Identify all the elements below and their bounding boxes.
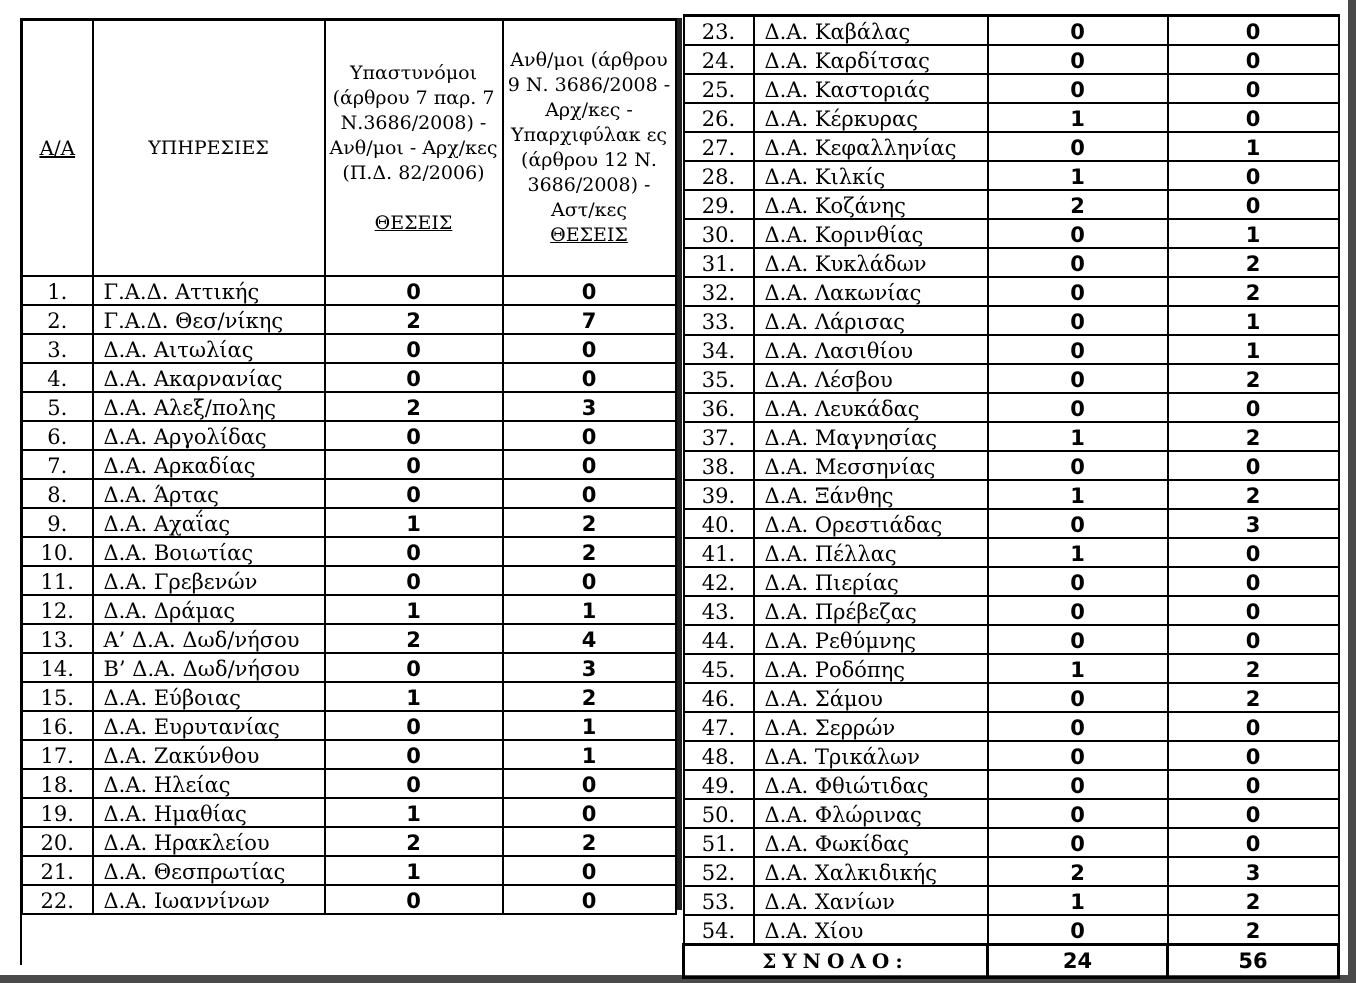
row-number: 32. [684, 277, 754, 306]
table-row [684, 335, 1339, 364]
positions-col1: 1 [988, 422, 1168, 451]
table-row [22, 421, 676, 450]
positions-col2: 1 [1168, 335, 1339, 364]
positions-col2: 0 [1168, 538, 1339, 567]
table-row [22, 276, 676, 305]
row-number: 21. [22, 856, 93, 885]
service-name: Δ.Α. Φθιώτιδας [754, 770, 988, 799]
table-row [22, 827, 676, 856]
service-name: Δ.Α. Κιλκίς [754, 161, 988, 190]
row-number: 27. [684, 132, 754, 161]
service-name: Δ.Α. Σερρών [754, 712, 988, 741]
positions-col2: 0 [503, 334, 676, 363]
table-header-row [22, 20, 676, 277]
positions-col1: 0 [325, 537, 503, 566]
positions-col1: 0 [325, 653, 503, 682]
service-name: Δ.Α. Φωκίδας [754, 828, 988, 857]
service-name: Δ.Α. Κεφαλληνίας [754, 132, 988, 161]
table-row [684, 364, 1339, 393]
positions-col1: 2 [325, 827, 503, 856]
table-row [684, 799, 1339, 828]
positions-col2: 0 [1168, 625, 1339, 654]
table-row [22, 885, 676, 914]
positions-col2: 0 [503, 856, 676, 885]
table-row [684, 857, 1339, 886]
service-name: Δ.Α. Μαγνησίας [754, 422, 988, 451]
positions-col1: 1 [988, 886, 1168, 915]
positions-col2: 0 [503, 421, 676, 450]
table-row [22, 624, 676, 653]
service-name: Δ.Α. Ηρακλείου [93, 827, 325, 856]
row-number: 31. [684, 248, 754, 277]
positions-table-left [20, 18, 677, 915]
positions-col1: 0 [988, 683, 1168, 712]
positions-col1: 0 [988, 132, 1168, 161]
page-edge-line [20, 905, 22, 965]
positions-col1: 1 [325, 595, 503, 624]
positions-col2: 0 [1168, 451, 1339, 480]
row-number: 18. [22, 769, 93, 798]
positions-col1: 1 [988, 103, 1168, 132]
row-number: 40. [684, 509, 754, 538]
row-number: 38. [684, 451, 754, 480]
positions-col2: 2 [1168, 915, 1339, 945]
service-name: Β’ Δ.Α. Δωδ/νήσου [93, 653, 325, 682]
table-row [684, 277, 1339, 306]
row-number: 1. [22, 276, 93, 305]
positions-col2: 0 [1168, 103, 1339, 132]
service-name: Δ.Α. Αρκαδίας [93, 450, 325, 479]
positions-col1: 0 [988, 712, 1168, 741]
positions-col2: 0 [503, 566, 676, 595]
table-row [684, 480, 1339, 509]
service-name: Δ.Α. Χανίων [754, 886, 988, 915]
row-number: 51. [684, 828, 754, 857]
row-number: 22. [22, 885, 93, 914]
positions-col1: 0 [325, 566, 503, 595]
service-name: Δ.Α. Καρδίτσας [754, 45, 988, 74]
row-number: 50. [684, 799, 754, 828]
positions-col1: 1 [325, 856, 503, 885]
positions-col2: 0 [503, 363, 676, 392]
service-name: Γ.Α.Δ. Αττικής [93, 276, 325, 305]
row-number: 28. [684, 161, 754, 190]
positions-col2: 2 [503, 537, 676, 566]
row-number: 24. [684, 45, 754, 74]
positions-col2: 0 [1168, 712, 1339, 741]
service-name: Δ.Α. Εύβοιας [93, 682, 325, 711]
table-row [22, 537, 676, 566]
table-row [22, 566, 676, 595]
positions-col2: 0 [1168, 161, 1339, 190]
positions-col2: 0 [1168, 770, 1339, 799]
service-name: Δ.Α. Καβάλας [754, 16, 988, 46]
positions-col2: 3 [1168, 857, 1339, 886]
positions-col1: 0 [988, 451, 1168, 480]
table-row [684, 248, 1339, 277]
table-row [684, 596, 1339, 625]
positions-col2: 0 [1168, 828, 1339, 857]
table-row [22, 711, 676, 740]
positions-col1: 0 [988, 335, 1168, 364]
positions-col2: 1 [503, 740, 676, 769]
positions-col1: 2 [325, 305, 503, 334]
positions-col2: 2 [503, 508, 676, 537]
row-number: 16. [22, 711, 93, 740]
row-number: 2. [22, 305, 93, 334]
positions-col2: 3 [503, 653, 676, 682]
positions-col1: 0 [988, 770, 1168, 799]
service-name: Δ.Α. Ρεθύμνης [754, 625, 988, 654]
service-name: Δ.Α. Ευρυτανίας [93, 711, 325, 740]
positions-col2: 1 [503, 711, 676, 740]
service-name: Δ.Α. Πρέβεζας [754, 596, 988, 625]
header-col1-text: Υπαστυνόμοι (άρθρου 7 παρ. 7 Ν.3686/2008) - Ανθ/μοι - Αρχ/κες (Π.Δ. 82/2006) [329, 61, 498, 184]
table-row [22, 740, 676, 769]
total-label: ΣΥΝΟΛΟ: [684, 945, 988, 978]
service-name: Δ.Α. Πιερίας [754, 567, 988, 596]
row-number: 35. [684, 364, 754, 393]
total-a: 24 [988, 945, 1168, 978]
table-row [684, 161, 1339, 190]
positions-col2: 2 [1168, 422, 1339, 451]
table-row [22, 798, 676, 827]
header-col2-sub: ΘΕΣΕΙΣ [550, 224, 628, 246]
table-row [684, 683, 1339, 712]
row-number: 43. [684, 596, 754, 625]
service-name: Δ.Α. Θεσπρωτίας [93, 856, 325, 885]
table-row [684, 306, 1339, 335]
positions-col2: 3 [1168, 509, 1339, 538]
service-name: Δ.Α. Λάρισας [754, 306, 988, 335]
positions-col1: 0 [988, 915, 1168, 945]
positions-col2: 2 [503, 682, 676, 711]
table-row [684, 886, 1339, 915]
positions-col2: 1 [1168, 132, 1339, 161]
row-number: 14. [22, 653, 93, 682]
table-row [22, 595, 676, 624]
positions-col2: 0 [1168, 393, 1339, 422]
service-name: Δ.Α. Δράμας [93, 595, 325, 624]
table-row [684, 219, 1339, 248]
positions-col1: 0 [988, 74, 1168, 103]
positions-col1: 0 [988, 45, 1168, 74]
table-row [684, 538, 1339, 567]
positions-col1: 0 [988, 248, 1168, 277]
table-row [684, 103, 1339, 132]
row-number: 30. [684, 219, 754, 248]
service-name: Δ.Α. Λακωνίας [754, 277, 988, 306]
positions-col2: 0 [1168, 45, 1339, 74]
row-number: 41. [684, 538, 754, 567]
positions-col2: 4 [503, 624, 676, 653]
header-services: ΥΠΗΡΕΣΙΕΣ [93, 20, 325, 277]
row-number: 45. [684, 654, 754, 683]
table-row [684, 712, 1339, 741]
service-name: Δ.Α. Κυκλάδων [754, 248, 988, 277]
total-b: 56 [1168, 945, 1339, 978]
positions-col2: 0 [1168, 567, 1339, 596]
service-name: Δ.Α. Άρτας [93, 479, 325, 508]
positions-col2: 3 [503, 392, 676, 421]
positions-col2: 0 [1168, 799, 1339, 828]
positions-col2: 2 [503, 827, 676, 856]
service-name: Δ.Α. Κοζάνης [754, 190, 988, 219]
table-row [684, 915, 1339, 945]
positions-col2: 2 [1168, 277, 1339, 306]
service-name: Δ.Α. Λευκάδας [754, 393, 988, 422]
row-number: 33. [684, 306, 754, 335]
positions-col2: 0 [1168, 74, 1339, 103]
row-number: 46. [684, 683, 754, 712]
positions-col2: 0 [1168, 741, 1339, 770]
row-number: 47. [684, 712, 754, 741]
service-name: Δ.Α. Αλεξ/πολης [93, 392, 325, 421]
positions-col2: 2 [1168, 480, 1339, 509]
positions-table-right [682, 14, 1340, 979]
service-name: Δ.Α. Πέλλας [754, 538, 988, 567]
positions-col2: 1 [1168, 219, 1339, 248]
service-name: Δ.Α. Κορινθίας [754, 219, 988, 248]
table-row [22, 334, 676, 363]
service-name: Δ.Α. Ξάνθης [754, 480, 988, 509]
positions-col2: 2 [1168, 683, 1339, 712]
positions-col1: 0 [988, 277, 1168, 306]
positions-col2: 1 [1168, 306, 1339, 335]
service-name: Δ.Α. Ροδόπης [754, 654, 988, 683]
table-row [22, 450, 676, 479]
table-row [684, 45, 1339, 74]
row-number: 3. [22, 334, 93, 363]
positions-col1: 0 [988, 567, 1168, 596]
table-row [684, 16, 1339, 46]
table-row [684, 393, 1339, 422]
positions-col2: 0 [503, 479, 676, 508]
table-row [22, 856, 676, 885]
total-row [684, 945, 1339, 978]
positions-col2: 0 [503, 798, 676, 827]
table-row [684, 770, 1339, 799]
positions-col2: 7 [503, 305, 676, 334]
row-number: 44. [684, 625, 754, 654]
positions-col1: 0 [988, 364, 1168, 393]
service-name: Δ.Α. Ακαρνανίας [93, 363, 325, 392]
service-name: Δ.Α. Μεσσηνίας [754, 451, 988, 480]
header-col1-sub: ΘΕΣΕΙΣ [374, 211, 453, 234]
service-name: Δ.Α. Γρεβενών [93, 566, 325, 595]
table-row [684, 132, 1339, 161]
positions-col2: 1 [503, 595, 676, 624]
table-row [684, 509, 1339, 538]
header-aa: Α/Α [22, 20, 93, 277]
positions-col1: 0 [325, 479, 503, 508]
service-name: Δ.Α. Αργολίδας [93, 421, 325, 450]
service-name: Δ.Α. Σάμου [754, 683, 988, 712]
row-number: 54. [684, 915, 754, 945]
table-row [684, 451, 1339, 480]
table-row [22, 479, 676, 508]
table-row [22, 769, 676, 798]
row-number: 20. [22, 827, 93, 856]
row-number: 39. [684, 480, 754, 509]
positions-col1: 0 [988, 799, 1168, 828]
table-row [684, 567, 1339, 596]
positions-col2: 2 [1168, 248, 1339, 277]
service-name: Δ.Α. Λασιθίου [754, 335, 988, 364]
row-number: 53. [684, 886, 754, 915]
positions-col2: 0 [503, 276, 676, 305]
table-row [22, 392, 676, 421]
positions-col1: 0 [325, 769, 503, 798]
header-col2 [503, 20, 676, 277]
row-number: 25. [684, 74, 754, 103]
row-number: 48. [684, 741, 754, 770]
table-row [684, 422, 1339, 451]
table-row [684, 741, 1339, 770]
service-name: Δ.Α. Ζακύνθου [93, 740, 325, 769]
table-row [684, 654, 1339, 683]
positions-col2: 0 [503, 769, 676, 798]
positions-col1: 0 [325, 885, 503, 914]
positions-col2: 0 [503, 450, 676, 479]
positions-col2: 2 [1168, 364, 1339, 393]
positions-col1: 2 [988, 190, 1168, 219]
positions-col1: 0 [325, 276, 503, 305]
positions-col1: 0 [988, 596, 1168, 625]
positions-col1: 0 [988, 393, 1168, 422]
service-name: Δ.Α. Λέσβου [754, 364, 988, 393]
service-name: Δ.Α. Καστοριάς [754, 74, 988, 103]
row-number: 4. [22, 363, 93, 392]
row-number: 19. [22, 798, 93, 827]
row-number: 52. [684, 857, 754, 886]
header-col1 [325, 20, 503, 277]
service-name: Δ.Α. Ηλείας [93, 769, 325, 798]
row-number: 23. [684, 16, 754, 46]
positions-col1: 0 [325, 363, 503, 392]
service-name: Δ.Α. Τρικάλων [754, 741, 988, 770]
row-number: 12. [22, 595, 93, 624]
row-number: 10. [22, 537, 93, 566]
positions-col2: 0 [1168, 16, 1339, 46]
header-col2-text: Ανθ/μοι (άρθρου 9 Ν. 3686/2008 - Αρχ/κες - Υπαρχιφύλακ ες (άρθρου 12 Ν. 3686/2008) - Αστ/κες [507, 49, 671, 221]
row-number: 11. [22, 566, 93, 595]
positions-col1: 0 [325, 421, 503, 450]
table-row [22, 508, 676, 537]
positions-col1: 0 [988, 828, 1168, 857]
positions-col1: 0 [988, 306, 1168, 335]
positions-col1: 0 [988, 16, 1168, 46]
row-number: 6. [22, 421, 93, 450]
table-row [22, 682, 676, 711]
table-row [22, 363, 676, 392]
table-row [684, 828, 1339, 857]
positions-col1: 1 [988, 161, 1168, 190]
row-number: 7. [22, 450, 93, 479]
row-number: 13. [22, 624, 93, 653]
service-name: Δ.Α. Αιτωλίας [93, 334, 325, 363]
table-row [684, 74, 1339, 103]
positions-col1: 2 [325, 624, 503, 653]
row-number: 29. [684, 190, 754, 219]
table-row [22, 305, 676, 334]
positions-col1: 0 [325, 740, 503, 769]
positions-col1: 1 [325, 682, 503, 711]
row-number: 26. [684, 103, 754, 132]
positions-col1: 1 [325, 798, 503, 827]
row-number: 5. [22, 392, 93, 421]
service-name: Δ.Α. Βοιωτίας [93, 537, 325, 566]
row-number: 34. [684, 335, 754, 364]
positions-col1: 0 [988, 509, 1168, 538]
positions-col2: 0 [1168, 190, 1339, 219]
positions-col1: 0 [988, 741, 1168, 770]
positions-col1: 1 [988, 654, 1168, 683]
row-number: 49. [684, 770, 754, 799]
service-name: Γ.Α.Δ. Θεσ/νίκης [93, 305, 325, 334]
service-name: Δ.Α. Ορεστιάδας [754, 509, 988, 538]
positions-col1: 2 [325, 392, 503, 421]
table-row [684, 625, 1339, 654]
row-number: 36. [684, 393, 754, 422]
table-row [684, 190, 1339, 219]
positions-col2: 0 [1168, 596, 1339, 625]
service-name: Δ.Α. Χίου [754, 915, 988, 945]
row-number: 37. [684, 422, 754, 451]
positions-col1: 0 [988, 625, 1168, 654]
row-number: 9. [22, 508, 93, 537]
positions-col1: 0 [325, 450, 503, 479]
row-number: 8. [22, 479, 93, 508]
row-number: 17. [22, 740, 93, 769]
row-number: 42. [684, 567, 754, 596]
service-name: Δ.Α. Αχαΐας [93, 508, 325, 537]
positions-col2: 0 [503, 885, 676, 914]
service-name: Δ.Α. Ιωαννίνων [93, 885, 325, 914]
service-name: Α’ Δ.Α. Δωδ/νήσου [93, 624, 325, 653]
positions-col1: 1 [325, 508, 503, 537]
positions-col2: 2 [1168, 886, 1339, 915]
positions-col2: 2 [1168, 654, 1339, 683]
table-row [22, 653, 676, 682]
service-name: Δ.Α. Φλώρινας [754, 799, 988, 828]
service-name: Δ.Α. Χαλκιδικής [754, 857, 988, 886]
positions-col1: 0 [325, 711, 503, 740]
positions-col1: 0 [325, 334, 503, 363]
row-number: 15. [22, 682, 93, 711]
positions-col1: 0 [988, 219, 1168, 248]
service-name: Δ.Α. Κέρκυρας [754, 103, 988, 132]
positions-col1: 1 [988, 480, 1168, 509]
positions-col1: 2 [988, 857, 1168, 886]
positions-col1: 1 [988, 538, 1168, 567]
service-name: Δ.Α. Ημαθίας [93, 798, 325, 827]
